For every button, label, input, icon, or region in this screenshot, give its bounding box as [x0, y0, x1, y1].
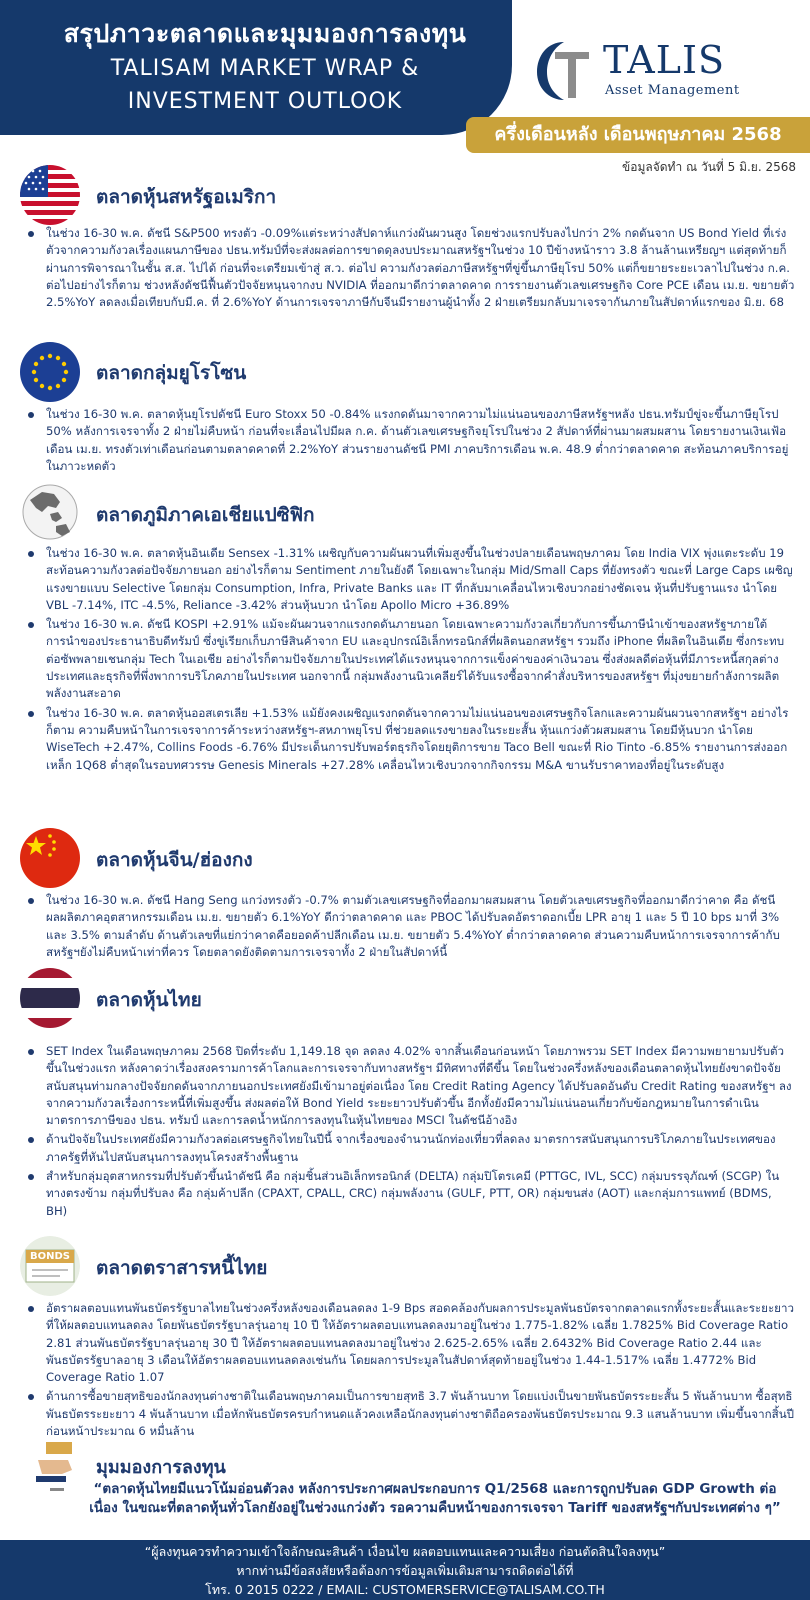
- list-item: ในช่วง 16-30 พ.ค. ตลาดหุ้นยุโรปดัชนี Euro Stoxx 50 -0.84% แรงกดดันมาจากความไม่แน่นอนของภาษีสหรัฐฯหลัง ปธน.ทรัมป์ขู่จะขึ้นภาษียุโรป 50% หลังการเจรจาทั้ง 2 ฝ่ายไม่คืบหน้า ก่อนที่จะเลื่อนไปมีผล ก.ค. ด้านตัวเลขเศรษฐกิจยุโรปในช่วง 2 สัปดาห์ที่ผ่านมาผสมผสาน โดยรายงานเงินเฟ้อเดือน เม.ย. ทรงตัวเท่าเดือนก่อนตามตลาดคาดที่ 2.2%YoY ส่วนรายงานดัชนี PMI ภาคบริการเดือน พ.ค. 48.9 ต่ำกว่าตลาดคาด สะท้อนภาคบริการอยู่ในภาวะหดตัว: [26, 406, 796, 475]
- bonds-icon-label: BONDS: [30, 1251, 70, 1262]
- list-item: ในช่วง 16-30 พ.ค. ตลาดหุ้นอินเดีย Sensex -1.31% เผชิญกับความผันผวนที่เพิ่มสูงขึ้นในช่วงปลายเดือนพฤษภาคม โดย India VIX พุ่งแตะระดับ 19 สะท้อนความกังวลต่อปัจจัยภายนอก อย่างไรก็ตาม Sentiment ภายในยังดี โดยเฉพาะในกลุ่ม Mid/Small Caps ที่ยังทรงตัว ขณะที่ Large Caps เผชิญแรงขายแบบ Selective โดยกลุ่ม Consumption, Infra, Private Banks และ IT ที่กลับมาเคลื่อนไหวเชิงบวกอย่างชัดเจน หุ้นที่ปรับฐานแรง นำโดย VBL -7.14%, ITC -4.5%, Reliance -3.42% ส่วนหุ้นบวก นำโดย Apollo Micro +36.89%: [26, 545, 796, 614]
- section-body-china: [26, 892, 796, 963]
- section-title-eu: ตลาดกลุ่มยูโรโซน: [96, 362, 247, 384]
- section-body-bond: [26, 1300, 796, 1442]
- section-title-bond: ตลาดตราสารหนี้ไทย: [96, 1257, 268, 1279]
- footer-disclaimer: “ผู้ลงทุนควรทำความเข้าใจลักษณะสินค้า เงื่อนไข ผลตอบแทนและความเสี่ยง ก่อนตัดสินใจลงทุน”: [144, 1544, 666, 1559]
- list-item: ในช่วง 16-30 พ.ค. ดัชนี Hang Seng แกว่งทรงตัว -0.7% ตามตัวเลขเศรษฐกิจที่ออกมาผสมผสาน โดยตัวเลขเศรษฐกิจที่ออกมาดีกว่าคาด คือ ดัชนีผลผลิตภาคอุตสาหกรรมเดือน เม.ย. ขยายตัว 6.1%YoY ดีกว่าตลาดคาด และ PBOC ได้ปรับลดอัตราดอกเบี้ย LPR อายุ 1 และ 5 ปี 10 bps มาที่ 3% และ 3.5% ตามลำดับ ด้านตัวเลขที่แย่กว่าคาดคือยอดค้าปลีกเดือน เม.ย. ขยายตัว 5.4%YoY ต่ำกว่าตลาดคาด ส่วนความคืบหน้าการเจรจาการค้ากับสหรัฐฯยังไม่คืบหน้าเท่าที่ควร โดยตลาดยังติดตามการเจรจาทั้ง 2 ฝ่ายในสัปดาห์นี้: [26, 892, 796, 961]
- section-title-asia: ตลาดภูมิภาคเอเชียแปซิฟิก: [96, 504, 315, 526]
- logo-name: TALIS: [603, 38, 725, 82]
- section-title-china: ตลาดหุ้นจีน/ฮ่องกง: [96, 849, 253, 871]
- section-body-eu: [26, 406, 796, 477]
- asia-globe-icon: [20, 482, 80, 542]
- list-item: ในช่วง 16-30 พ.ค. ตลาดหุ้นออสเตรเลีย +1.53% แม้ยังคงเผชิญแรงกดดันจากความไม่แน่นอนของเศรษฐกิจโลกและความผันผวนจากสหรัฐฯ อย่างไรก็ตาม ความคืบหน้าในการเจรจาการค้าระหว่างสหรัฐฯ-สหภาพยุโรป ที่ช่วยลดแรงขายลงในระยะสั้น หุ้นแกว่งตัวผสมผสาน โดยมีหุ้นบวก นำโดย WiseTech +2.47%, Collins Foods -6.76% มีประเด็นการปรับพอร์ตธุรกิจโดยยุติการขาย Taco Bell ขณะที่ Rio Tinto -6.85% รายงานการส่งออกเหล็ก 1Q68 ต่ำสุดในรอบทศวรรษ Genesis Minerals +27.28% เคลื่อนไหวเชิงบวกจากกิจกรรม M&A ขานรับราคาทองที่อยู่ในระดับสูง: [26, 705, 796, 774]
- list-item: สำหรับกลุ่มอุตสาหกรรมที่ปรับตัวขึ้นนำดัชนี คือ กลุ่มชิ้นส่วนอิเล็กทรอนิกส์ (DELTA) กลุ่มปิโตรเคมี (PTTGC, IVL, SCC) กลุ่มบรรจุภัณฑ์ (SCGP) ในทางตรงข้าม กลุ่มที่ปรับลง คือ กลุ่มค้าปลีก (CPAXT, CPALL, CRC) กลุ่มพลังงาน (GULF, PTT, OR) กลุ่มขนส่ง (AOT) และกลุ่มการแพทย์ (BDMS, BH): [26, 1168, 796, 1220]
- list-item: ด้านปัจจัยในประเทศยังมีความกังวลต่อเศรษฐกิจไทยในปีนี้ จากเรื่องของจำนวนนักท่องเที่ยวที่ลดลง มาตรการสนับสนุนการบริโภคภายในประเทศของภาครัฐที่หันไปสนับสนุนการลงทุนโครงสร้างพื้นฐาน: [26, 1131, 796, 1166]
- footer-contact: โทร. 0 2015 0222 / EMAIL: CUSTOMERSERVICE@TALISAM.CO.TH: [205, 1582, 605, 1597]
- outlook-title: มุมมองการลงทุน: [96, 1457, 226, 1478]
- outlook-quote: “ตลาดหุ้นไทยมีแนวโน้มอ่อนตัวลง หลังการประกาศผลประกอบการ Q1/2568 และการถูกปรับลด GDP Growth ต่อเนื่อง ในขณะที่ตลาดหุ้นทั่วโลกยังอยู่ในช่วงแกว่งตัว รอความคืบหน้าของการเจรจา Tariff ของสหรัฐฯกับประเทศต่าง ๆ”: [89, 1481, 781, 1516]
- list-item: ด้านการซื้อขายสุทธิของนักลงทุนต่างชาติในเดือนพฤษภาคมเป็นการขายสุทธิ 3.7 พันล้านบาท โดยแบ่งเป็นขายพันธบัตรระยะสั้น 5 พันล้านบาท ซื้อสุทธิพันธบัตรระยะยาว 4 พันล้านบาท เมื่อหักพันธบัตรครบกำหนดแล้วคงเหลือนักลงทุนต่างชาติถือครองพันธบัตรประมาณ 9.3 แสนล้านบาท เพิ่มขึ้นจากสิ้นปีก่อนหน้าประมาณ 6 หมื่นล้าน: [26, 1388, 796, 1440]
- bonds-icon: [20, 1236, 80, 1296]
- section-body-us: [26, 225, 796, 313]
- thailand-flag-icon: [20, 968, 80, 1028]
- list-item: ในช่วง 16-30 พ.ค. ดัชนี S&P500 ทรงตัว -0.09%แต่ระหว่างสัปดาห์แกว่งผันผวนสูง โดยช่วงแรกปรับลงไปกว่า 2% กดดันจาก US Bond Yield ที่เร่งตัวจากความกังวลเรื่องแผนภาษีของ ปธน.ทรัมป์ที่จะส่งผลต่อการขาดดุลงบประมาณสหรัฐฯในช่วง 10 ปีข้างหน้าราว 3.8 ล้านล้านเหรียญฯ แต่สุดท้ายก็ผ่านการพิจารณาในชั้น ส.ส. ไปได้ ก่อนที่จะเตรียมเข้าสู่ ส.ว. ต่อไป ความกังวลต่อภาษีสหรัฐฯที่ขู่ขึ้นภาษียุโรป 50% แต่ก็ขยายระยะเวลาไปในช่วง ก.ค. ต่อไปอย่างไรก็ตาม ช่วงหลังดัชนีฟื้นตัวปัจจัยหนุนจากงบ NVIDIA ที่ออกมาดีกว่าตลาดคาด การรายงานตัวเลขเศรษฐกิจ Core PCE เดือน เม.ย. ขยายตัว 2.5%YoY ลดลงเมื่อเทียบกับมี.ค. ที่ 2.6%YoY ด้านการเจรจาภาษีกับจีนมีรายงานผู้นำทั้ง 2 ฝ่ายเตรียมกลับมาเจรจากันภายในสัปดาห์แรกของ มิ.ย. 68: [26, 225, 796, 311]
- eu-flag-icon: [20, 342, 80, 402]
- data-date: ข้อมูลจัดทำ ณ วันที่ 5 มิ.ย. 2568: [622, 160, 796, 174]
- list-item: ในช่วง 16-30 พ.ค. ดัชนี KOSPI +2.91% แม้จะผันผวนจากแรงกดดันภายนอก โดยเฉพาะความกังวลเกี่ยวกับการขึ้นภาษีนำเข้าของสหรัฐฯภายใต้การนำของประธานาธิบดีทรัมป์ ซึ่งขู่เรียกเก็บภาษีสินค้าจาก EU และอุปกรณ์อิเล็กทรอนิกส์ที่ผลิตนอกสหรัฐฯ รวมถึง iPhone ที่ผลิตในอินเดีย ซึ่งกระทบต่อซัพพลายเชนกลุ่ม Tech ในเอเชีย อย่างไรก็ตามปัจจัยภายในประเทศได้แรงหนุนจากการแข็งค่าของค่าเงินวอน ซึ่งส่งผลดีต่อหุ้นที่มีภาระหนี้สกุลต่างประเทศและธุรกิจที่พึ่งพาการบริโภคภายในประเทศ นอกจากนี้ กลุ่มพลังงานนิวเคลียร์ได้รับแรงซื้อจากคำสั่งบริหารของสหรัฐฯ ที่มุ่งขยายกำลังการผลิตพลังงานสะอาด: [26, 616, 796, 702]
- footer: [0, 1540, 810, 1600]
- list-item: อัตราผลตอบแทนพันธบัตรรัฐบาลไทยในช่วงครึ่งหลังของเดือนลดลง 1-9 Bps สอดคล้องกับผลการประมูลพันธบัตรจากตลาดแรกทั้งระยะสั้นและระยะยาวที่ให้ผลตอบแทนลดลง โดยพันธบัตรรัฐบาลรุ่นอายุ 10 ปี ให้อัตราผลตอบแทนลดลงมาอยู่ในช่วง 1.775-1.82% เฉลี่ย 1.7825% Bid Coverage Ratio 2.81 ส่วนพันธบัตรรัฐบาลรุ่นอายุ 30 ปี ให้อัตราผลตอบแทนลดลงมาอยู่ในช่วง 2.625-2.65% เฉลี่ย 2.6432% Bid Coverage Ratio 2.44 และพันธบัตรรัฐบาลอายุ 3 เดือนให้อัตราผลตอบแทนลดลงเช่นกัน โดยผลการประมูลในสัปดาห์สุดท้ายอยู่ในช่วง 1.44-1.517% เฉลี่ย 1.4772% Bid Coverage Ratio 1.07: [26, 1300, 796, 1386]
- footer-contact-note: หากท่านมีข้อสงสัยหรือต้องการข้อมูลเพิ่มเติมสามารถติดต่อได้ที่: [236, 1563, 574, 1578]
- logo-subtitle: Asset Management: [605, 83, 740, 98]
- title-thai: สรุปภาวะตลาดและมุมมองการลงทุน: [63, 19, 467, 48]
- hand-money-icon: [32, 1440, 82, 1498]
- section-body-thai: [26, 1043, 796, 1222]
- list-item: SET Index ในเดือนพฤษภาคม 2568 ปิดที่ระดับ 1,149.18 จุด ลดลง 4.02% จากสิ้นเดือนก่อนหน้า โดยภาพรวม SET Index มีความพยายามปรับตัวขึ้นในช่วงแรก หลังคาดว่าเรื่องสงครามการค้าโลกและการเจรจากับทางสหรัฐฯ มีทิศทางที่ดีขึ้น โดยในช่วงครึ่งหลังของเดือนตลาดหุ้นไทยยังขาดปัจจัยสนับสนุนท่ามกลางปัจจัยกดดันจากภายนอกประเทศยังมีเข้ามาอยู่ต่อเนื่อง โดย Credit Rating Agency ได้ปรับลดอันดับ Credit Rating ของสหรัฐฯ ลงจากความกังวลเรื่องการะหนี้ที่เพิ่มสูงขึ้น ส่งผลต่อให้ Bond Yield ระยะยาวปรับตัวขึ้น อีกทั้งยังมีความไม่แน่นอนเกี่ยวกับข้อกฎหมายในการดำเนินมาตรการภาษีของ ปธน. ทรัมป์ และการลดน้ำหนักการลงทุนในหุ้นไทยของ MSCI ในดัชนีอ้างอิง: [26, 1043, 796, 1129]
- talis-logo-icon: [533, 38, 595, 104]
- title-english: TALISAM MARKET WRAP & INVESTMENT OUTLOOK: [110, 56, 420, 114]
- period-banner: ครึ่งเดือนหลัง เดือนพฤษภาคม 2568: [466, 117, 810, 153]
- section-title-thai: ตลาดหุ้นไทย: [96, 989, 202, 1011]
- talis-logo: [533, 38, 788, 108]
- china-flag-icon: [20, 828, 80, 888]
- us-flag-icon: [20, 165, 80, 225]
- section-body-asia: [26, 545, 796, 776]
- section-title-us: ตลาดหุ้นสหรัฐอเมริกา: [96, 186, 277, 208]
